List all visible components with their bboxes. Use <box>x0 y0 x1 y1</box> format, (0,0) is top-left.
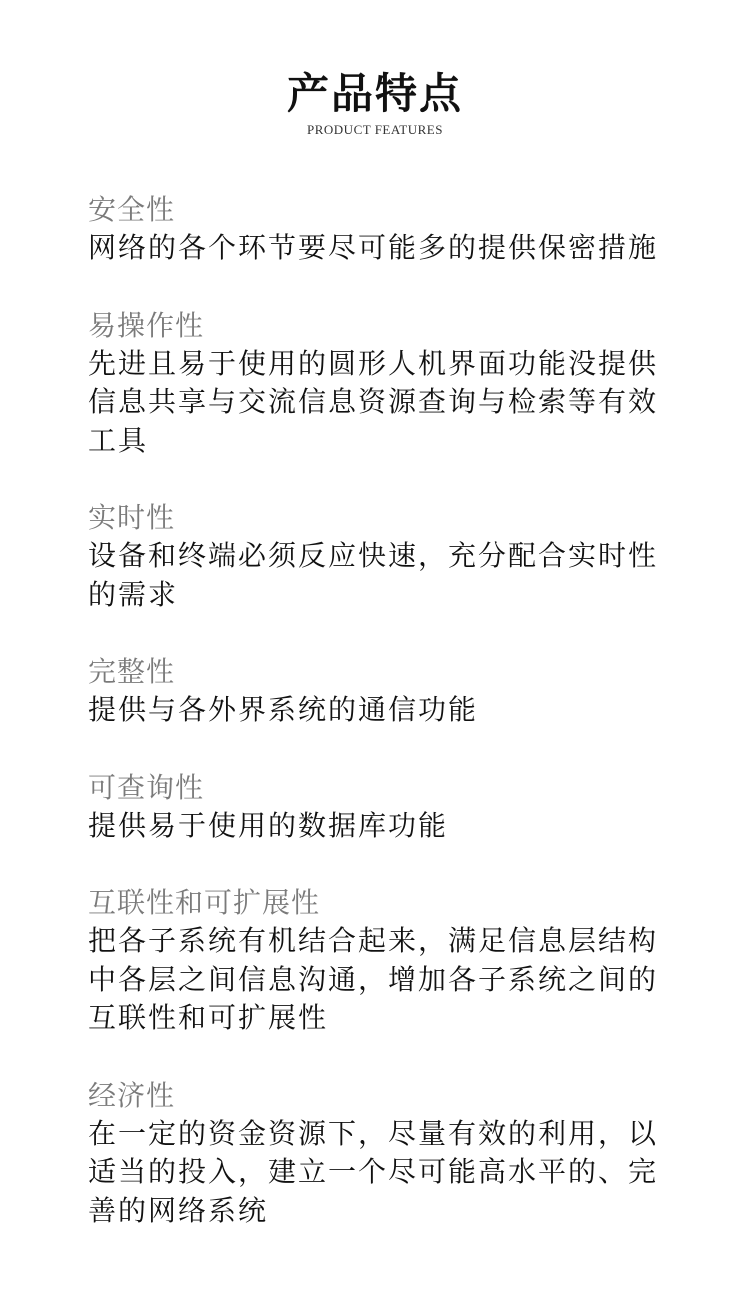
feature-integrity <box>88 652 688 730</box>
feature-description: 提供易于使用的数据库功能 <box>88 808 449 842</box>
feature-description: 设备和终端必须反应快速，充分配合实时性的需求 <box>88 539 659 611</box>
feature-title: 经济性 <box>88 1078 176 1112</box>
feature-description: 在一定的资金资源下，尽量有效的利用，以适当的投入，建立一个尽可能高水平的、完善的网络系统 <box>88 1116 659 1227</box>
feature-title: 可查询性 <box>88 770 205 804</box>
page-header <box>0 68 750 138</box>
feature-queryability <box>88 768 688 846</box>
feature-usability <box>88 306 688 461</box>
feature-economy <box>88 1076 688 1231</box>
feature-title: 互联性和可扩展性 <box>88 886 321 919</box>
feature-description: 提供与各外界系统的通信功能 <box>88 693 479 726</box>
feature-description: 把各子系统有机结合起来，满足信息层结构中各层之间信息沟通，增加各子系统之间的互联性和可扩展性 <box>88 924 659 1034</box>
feature-title: 实时性 <box>88 501 176 534</box>
feature-list <box>88 190 688 1268</box>
feature-title: 易操作性 <box>88 308 205 342</box>
feature-interconnectivity <box>88 883 688 1038</box>
feature-description: 先进且易于使用的圆形人机界面功能没提供信息共享与交流信息资源查询与检索等有效工具 <box>88 346 659 457</box>
feature-description: 网络的各个环节要尽可能多的提供保密措施 <box>88 231 659 264</box>
feature-realtime <box>88 498 688 614</box>
page-subtitle: PRODUCT FEATURES <box>307 122 443 137</box>
feature-security <box>88 190 688 268</box>
feature-title: 完整性 <box>88 655 176 688</box>
feature-title: 安全性 <box>88 193 176 226</box>
page-title: 产品特点 <box>286 69 463 118</box>
